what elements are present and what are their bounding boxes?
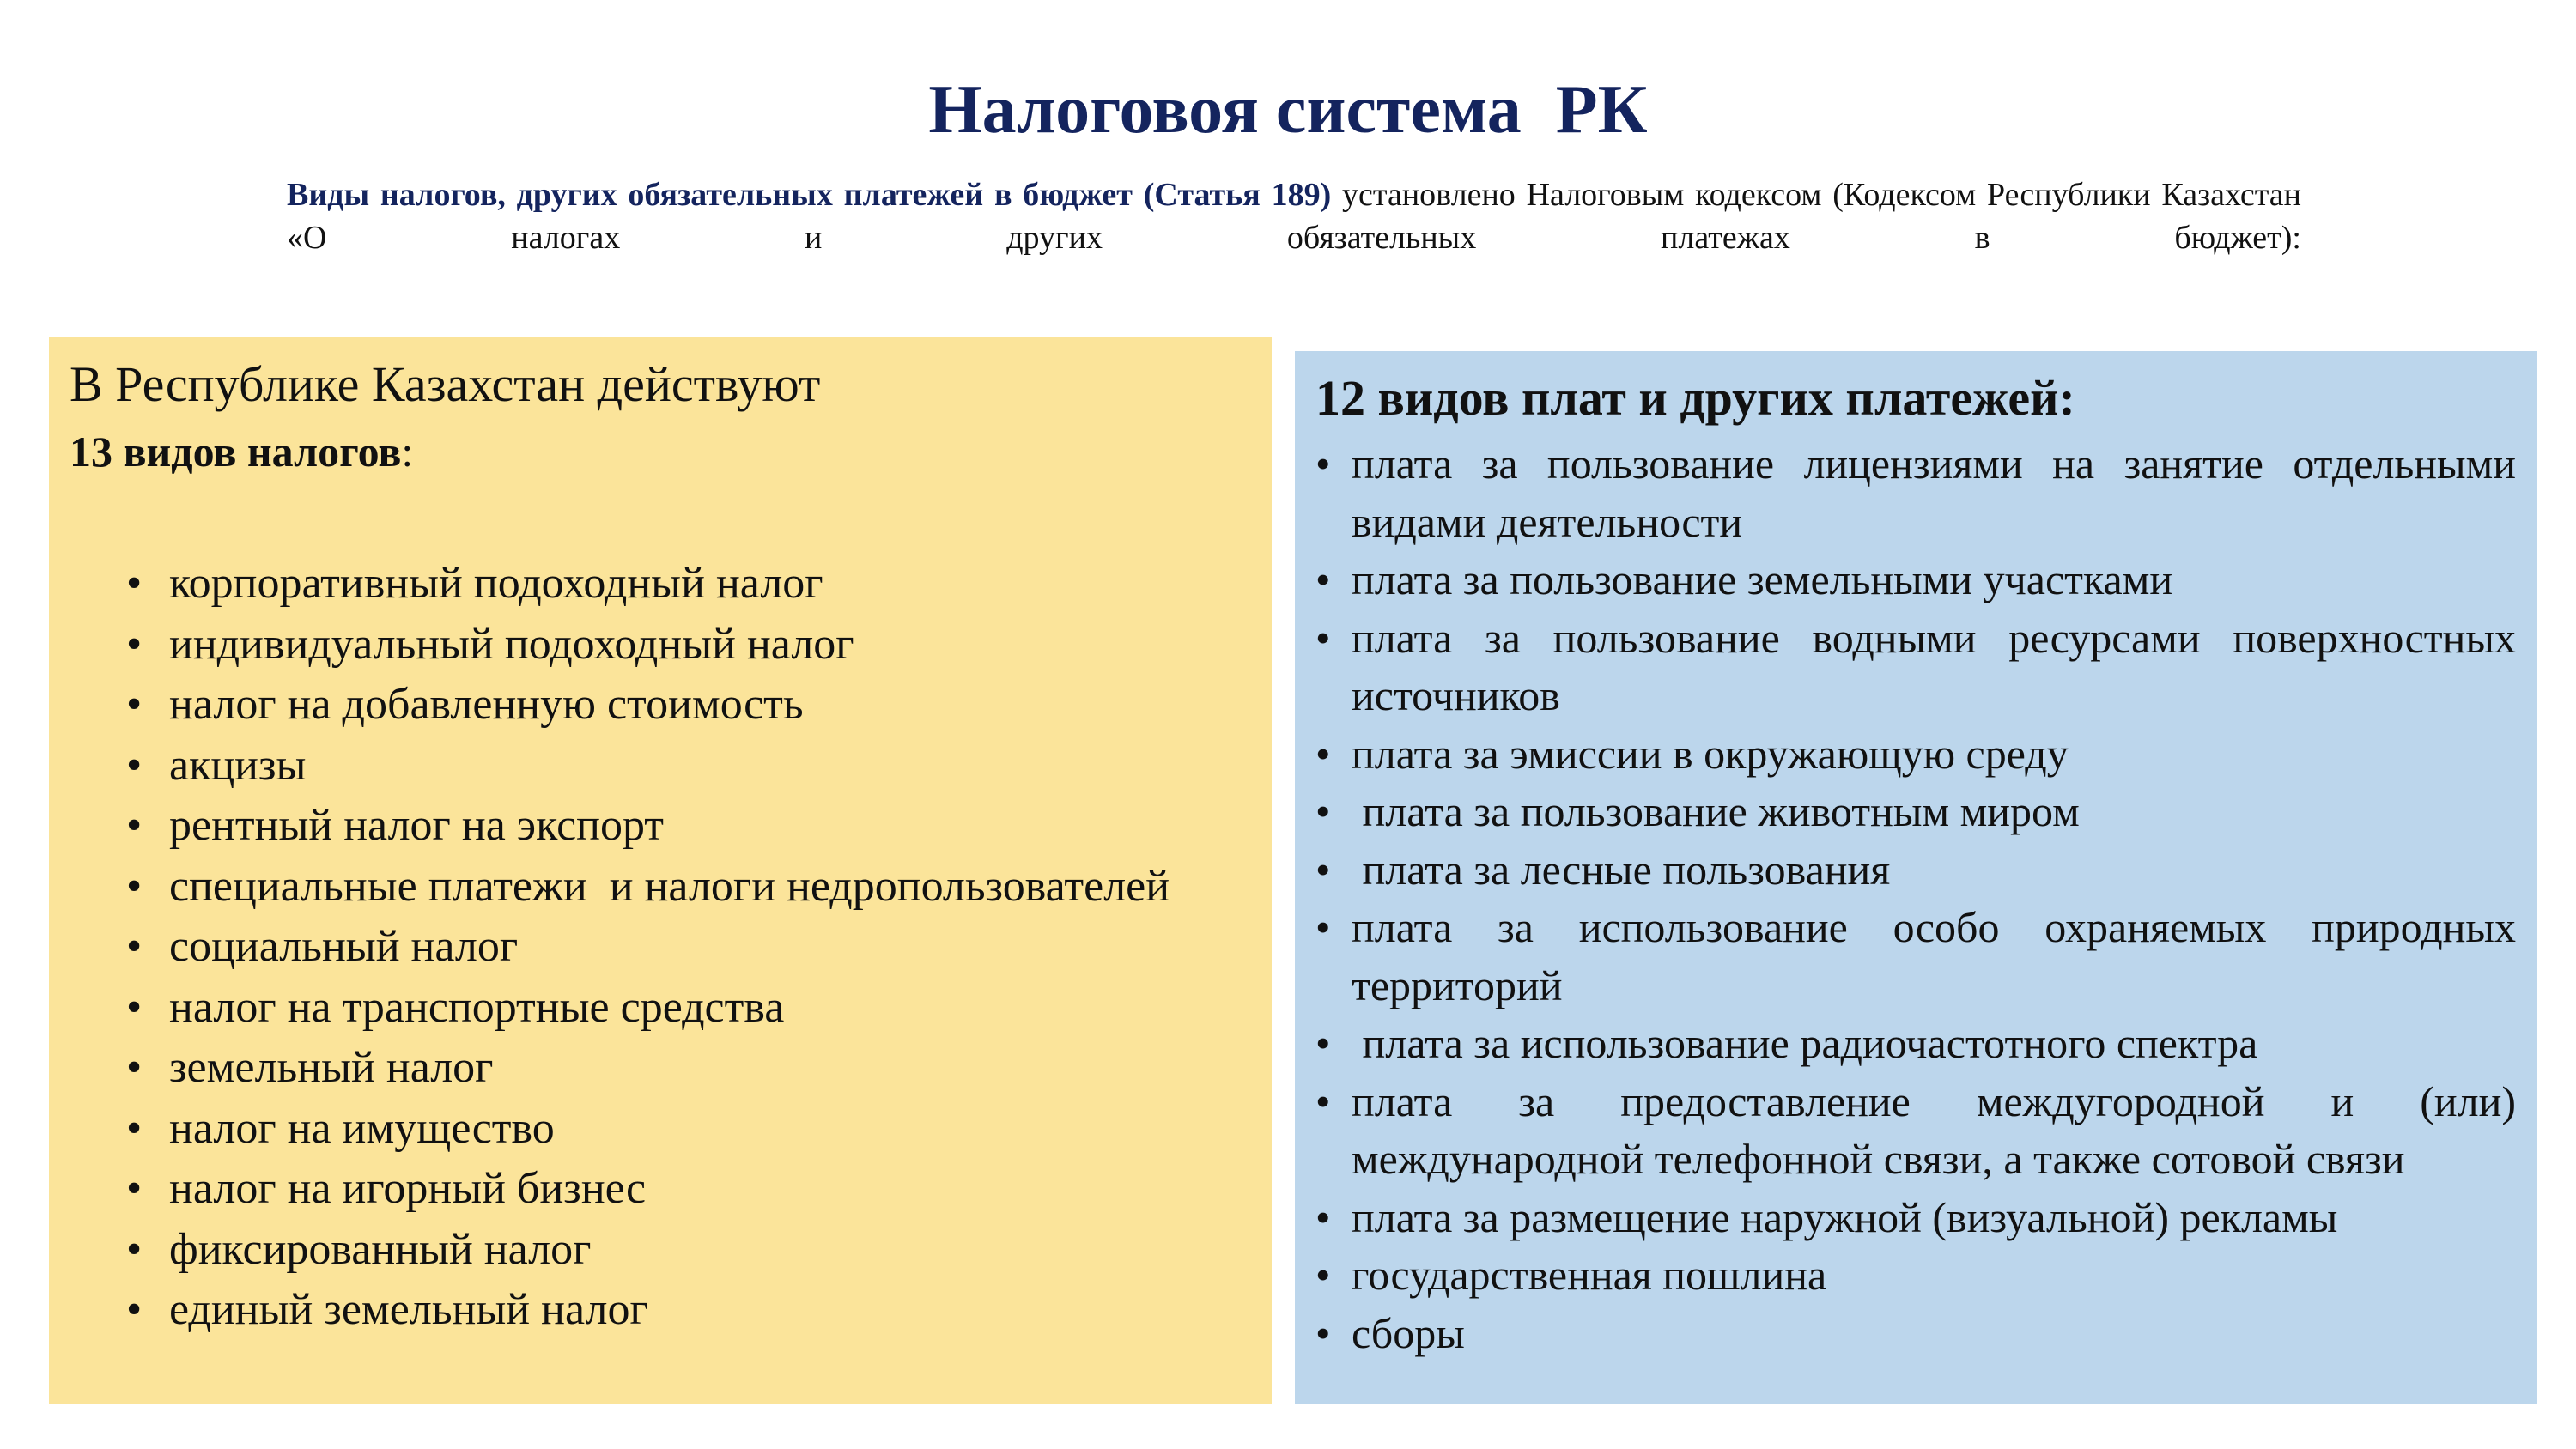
payment-list-item xyxy=(1315,435,2527,551)
bullet-icon: • xyxy=(126,1043,143,1092)
tax-list-item xyxy=(126,1104,1242,1153)
taxes-count-heading xyxy=(70,423,413,480)
tax-list-item xyxy=(126,741,1242,790)
tax-list-item-text: фиксированный налог xyxy=(169,1224,592,1274)
payments-list xyxy=(1315,435,2527,1362)
tax-list-item-text: акцизы xyxy=(169,740,307,790)
tax-list-item xyxy=(126,983,1242,1032)
tax-list-item-text: индивидуальный подоходный налог xyxy=(169,619,854,669)
bullet-icon: • xyxy=(126,619,143,669)
bullet-icon: • xyxy=(1315,1192,1331,1241)
payment-list-item-text: плата за эмиссии в окружающую среду xyxy=(1352,729,2069,778)
payment-list-item xyxy=(1315,609,2527,725)
bullet-icon: • xyxy=(1315,729,1331,778)
tax-list-item xyxy=(126,1285,1242,1334)
bullet-icon: • xyxy=(1315,1308,1331,1357)
tax-list-item xyxy=(126,1164,1242,1213)
tax-list-item-text: налог на игорный бизнес xyxy=(169,1164,647,1213)
bullet-icon: • xyxy=(126,861,143,911)
bullet-icon: • xyxy=(126,1103,143,1153)
tax-list-item-text: земельный налог xyxy=(169,1043,494,1092)
bullet-icon: • xyxy=(1315,1251,1331,1299)
payments-panel xyxy=(1295,351,2537,1404)
payment-list-item-text: плата за предоставление междугородной и (или) международной телефонной связи, а также сотовой связи xyxy=(1352,1076,2527,1183)
payment-list-item xyxy=(1315,899,2527,1015)
tax-list-item xyxy=(126,862,1242,911)
taxes-panel-heading: В Республике Казахстан действуют xyxy=(70,356,821,412)
bullet-icon: • xyxy=(1315,1076,1331,1125)
bullet-icon: • xyxy=(1315,1019,1331,1067)
payment-list-item-text: плата за лесные пользования xyxy=(1352,845,1891,894)
tax-list-item xyxy=(126,922,1242,971)
taxes-panel xyxy=(49,337,1272,1404)
payment-list-item-text: сборы xyxy=(1352,1308,1465,1357)
bullet-icon: • xyxy=(126,559,143,608)
tax-list-item xyxy=(126,1225,1242,1274)
bullet-icon: • xyxy=(1315,555,1331,603)
bullet-icon: • xyxy=(126,922,143,971)
bullet-icon: • xyxy=(126,982,143,1032)
tax-list-item-text: корпоративный подоходный налог xyxy=(169,559,823,608)
tax-list-item xyxy=(126,620,1242,669)
payment-list-item-text: плата за пользование лицензиями на занятие отдельными видами деятельности xyxy=(1352,440,2527,546)
bullet-icon: • xyxy=(126,1285,143,1334)
payment-list-item-text: плата за пользование земельными участками xyxy=(1352,555,2173,603)
payment-list-item xyxy=(1315,725,2516,784)
tax-list-item xyxy=(126,680,1242,729)
bullet-icon: • xyxy=(1315,845,1331,894)
intro-regular-text: установлено Налоговым кодексом (Кодексом Республики Казахстан «О налогах и других обязательных платежах в бюджет): xyxy=(287,177,2301,256)
payment-list-item xyxy=(1315,841,2516,900)
bullet-icon: • xyxy=(126,801,143,850)
tax-list-item-text: налог на добавленную стоимость xyxy=(169,680,804,729)
bullet-icon: • xyxy=(1315,903,1331,951)
taxes-list xyxy=(126,559,1242,1346)
intro-paragraph xyxy=(287,173,2301,259)
payment-list-item xyxy=(1315,1189,2516,1247)
slide-title: Налоговоя система РК xyxy=(928,72,1648,148)
payment-list-item-text: плата за использование особо охраняемых природных территорий xyxy=(1352,903,2527,1009)
payment-list-item xyxy=(1315,1073,2527,1189)
tax-list-item-text: налог на транспортные средства xyxy=(169,982,785,1032)
taxes-count-label: 13 видов налогов xyxy=(70,427,402,476)
payment-list-item xyxy=(1315,1305,2516,1363)
payments-panel-heading: 12 видов плат и других платежей: xyxy=(1315,370,2075,426)
tax-list-item-text: рентный налог на экспорт xyxy=(169,801,665,850)
tax-list-item-text: единый земельный налог xyxy=(169,1285,648,1334)
bullet-icon: • xyxy=(126,1164,143,1213)
payment-list-item-text: государственная пошлина xyxy=(1352,1251,1827,1299)
bullet-icon: • xyxy=(126,1224,143,1274)
tax-list-item xyxy=(126,1043,1242,1092)
bullet-icon: • xyxy=(1315,440,1331,488)
tax-list-item xyxy=(126,801,1242,850)
payment-list-item-text: плата за размещение наружной (визуальной) рекламы xyxy=(1352,1192,2338,1241)
tax-list-item xyxy=(126,559,1242,608)
payment-list-item xyxy=(1315,1015,2516,1073)
bullet-icon: • xyxy=(1315,787,1331,835)
bullet-icon: • xyxy=(126,680,143,729)
payment-list-item-text: плата за пользование водными ресурсами поверхностных источников xyxy=(1352,613,2527,719)
payment-list-item xyxy=(1315,1246,2516,1305)
tax-list-item-text: налог на имущество xyxy=(169,1103,555,1153)
tax-list-item-text: социальный налог xyxy=(169,922,519,971)
payment-list-item-text: плата за использование радиочастотного спектра xyxy=(1352,1019,2258,1067)
taxes-count-colon: : xyxy=(401,427,414,476)
intro-bold-text: Виды налогов, других обязательных платежей в бюджет (Статья 189) xyxy=(287,177,1332,213)
bullet-icon: • xyxy=(1315,613,1331,662)
payment-list-item xyxy=(1315,551,2516,609)
payment-list-item-text: плата за пользование животным миром xyxy=(1352,787,2080,835)
tax-list-item-text: специальные платежи и налоги недропользователей xyxy=(169,861,1170,911)
bullet-icon: • xyxy=(126,740,143,790)
payment-list-item xyxy=(1315,783,2516,841)
